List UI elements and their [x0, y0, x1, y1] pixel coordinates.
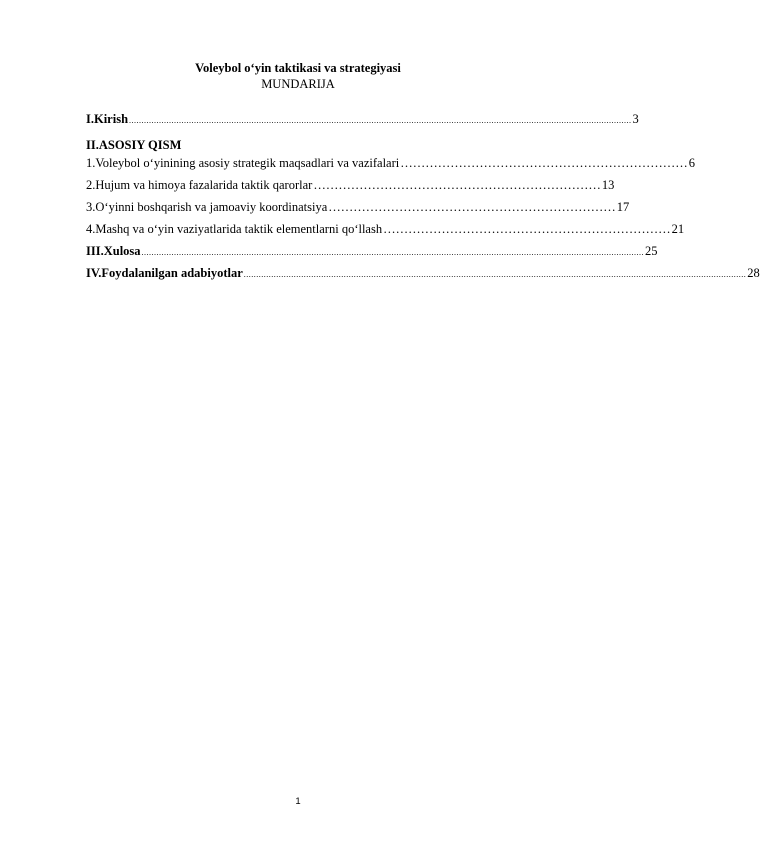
toc-section-heading: II.ASOSIY QISM [86, 138, 182, 152]
toc-entry-number: 4. [86, 222, 96, 236]
toc-entry-label: Mashq va o‘yin vaziyatlarida taktik elementlarni qo‘llash [95, 222, 383, 236]
dot-leader: …………………………………………………………… [400, 156, 688, 170]
dot-leader: ......................................................................................................................................................................................................... [243, 270, 747, 279]
toc-entry-page: 28 [747, 266, 760, 280]
toc-entry-item-4 [86, 222, 685, 244]
toc-entry-page: 17 [616, 200, 630, 214]
page-number: 1 [295, 796, 301, 807]
toc-entry-item-3 [86, 200, 630, 222]
toc-entry-label: Hujum va himoya fazalarida taktik qarorlar [95, 178, 313, 192]
toc-entry-page: 6 [688, 156, 695, 170]
toc-entry-number: 2. [86, 178, 96, 192]
toc-entry-number: 3. [86, 200, 96, 214]
toc-entry-page: 13 [601, 178, 615, 192]
dot-leader: ......................................................................................................................................................................................................... [141, 248, 645, 257]
document-title: Voleybol o‘yin taktikasi va strategiyasi [195, 61, 401, 75]
toc-entry-item-1 [86, 156, 695, 178]
toc-entry-label: O‘yinni boshqarish va jamoaviy koordinatsiya [95, 200, 328, 214]
toc-entry-page: 21 [671, 222, 685, 236]
toc-entry-references [86, 266, 760, 288]
toc-entry-conclusion [86, 244, 658, 266]
dot-leader: …………………………………………………………… [328, 200, 616, 214]
contents-heading: MUNDARIJA [261, 77, 335, 91]
toc-entry-intro [86, 112, 639, 134]
toc-entry-label: I.Kirish [86, 112, 129, 126]
toc-entry-label: Voleybol o‘yinining asosiy strategik maqsadlari va vazifalari [95, 156, 400, 170]
toc-entry-item-2 [86, 178, 615, 200]
dot-leader: …………………………………………………………… [313, 178, 601, 192]
toc-entry-label: III.Xulosa [86, 244, 141, 258]
dot-leader: ......................................................................................................................................................................................................... [129, 116, 632, 125]
toc-entry-page: 25 [645, 244, 658, 258]
toc-entry-label: IV.Foydalanilgan adabiyotlar [86, 266, 243, 280]
dot-leader: …………………………………………………………… [383, 222, 671, 236]
toc-entry-page: 3 [632, 112, 639, 126]
toc-entry-number: 1. [86, 156, 96, 170]
table-of-contents [86, 112, 760, 288]
